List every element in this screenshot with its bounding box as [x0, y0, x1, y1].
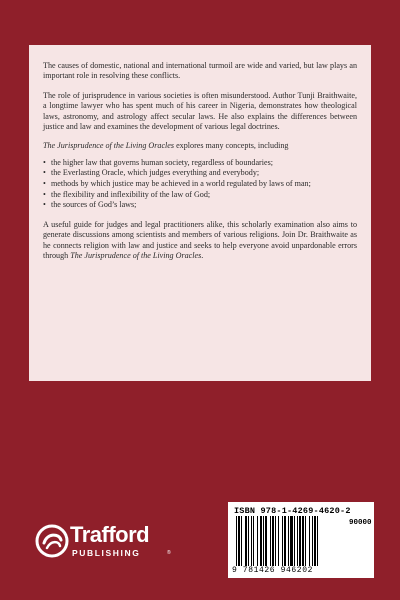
price-code: 90000 [349, 519, 372, 527]
book-title-italic: The Jurisprudence of the Living Oracles [70, 251, 202, 261]
concept-list-item: • methods by which justice may be achieved in a world regulated by laws of man; [43, 179, 357, 190]
blurb-paragraph-4-start: A useful guide for judges and legal practitioners alike, this scholarly examination also aims to generate discussions among scientists and members of various religions. Join Dr. Braithwaite as he connects religion with law and justice and seeks to help everyone avoid unpardonable errors through [43, 219, 357, 261]
concept-list-item: • the higher law that governs human society, regardless of boundaries; [43, 158, 357, 169]
barcode-graphic [236, 516, 344, 566]
back-cover-blurb-panel [29, 45, 371, 381]
concept-list-item: • the flexibility and inflexibility of the law of God; [43, 190, 357, 201]
concept-list [43, 158, 357, 211]
blurb-paragraph-4 [43, 220, 357, 262]
blurb-paragraph-3 [43, 141, 357, 151]
book-title-italic: The Jurisprudence of the Living Oracles [43, 141, 175, 151]
blurb-paragraph-2: The role of jurisprudence in various societies is often misunderstood. Author Tunji Braithwaite, a longtime lawyer who has spent much of his career in Nigeria, demonstrates how theological laws, astronomy, and astrology affect secular laws. He also explains the differences between justice and law and examines the development of various legal doctrines. [43, 90, 357, 132]
isbn-barcode-box [228, 502, 374, 578]
blurb-paragraph-3-rest: explores many concepts, including [174, 141, 289, 151]
trafford-publishing-logo [35, 522, 175, 562]
ean-digits: 9 781426 946202 [232, 566, 314, 575]
publisher-tagline: PUBLISHING [72, 548, 141, 558]
registered-mark: ® [167, 550, 171, 556]
isbn-number: ISBN 978-1-4269-4620-2 [234, 506, 351, 516]
blurb-paragraph-4-end: . [201, 251, 204, 261]
concept-list-item: • the sources of God’s laws; [43, 200, 357, 211]
concept-list-item: • the Everlasting Oracle, which judges everything and everybody; [43, 168, 357, 179]
trafford-swirl-icon [35, 524, 69, 558]
publisher-name: Trafford [70, 522, 150, 547]
blurb-paragraph-1: The causes of domestic, national and international turmoil are wide and varied, but law plays an important role in resolving these conflicts. [43, 61, 357, 81]
